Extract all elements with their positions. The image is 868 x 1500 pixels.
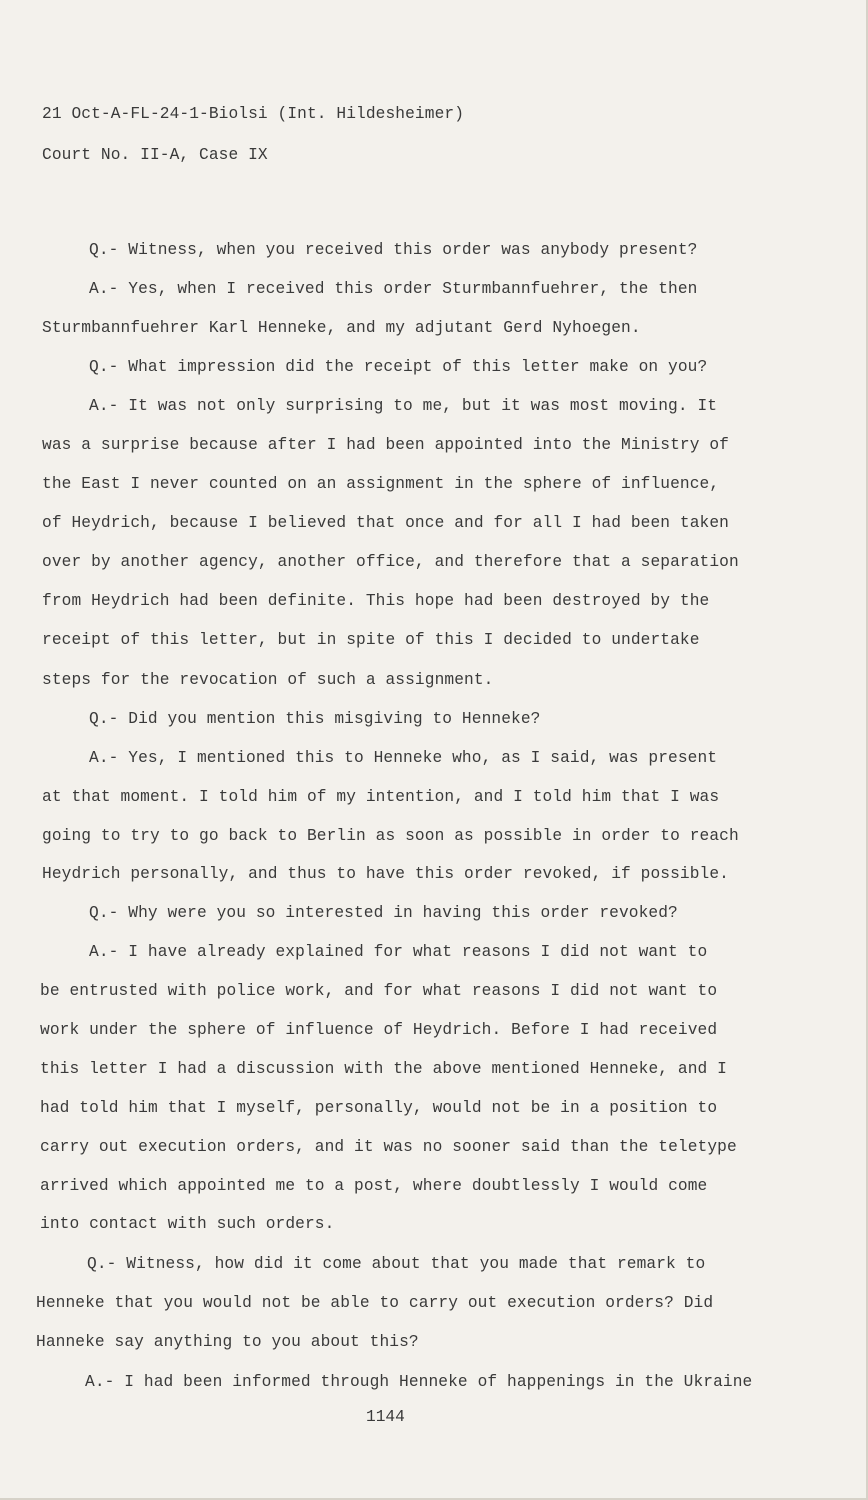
- text-line: Sturmbannfuehrer Karl Henneke, and my adjutant Gerd Nyhoegen.: [42, 319, 641, 337]
- text-line: Q.- Witness, how did it come about that you made that remark to: [87, 1255, 706, 1273]
- text-line: Q.- What impression did the receipt of this letter make on you?: [89, 358, 708, 376]
- text-line: into contact with such orders.: [40, 1215, 335, 1233]
- text-line: A.- Yes, I mentioned this to Henneke who, as I said, was present: [89, 749, 718, 767]
- text-line: receipt of this letter, but in spite of this I decided to undertake: [42, 631, 700, 649]
- text-line: A.- I had been informed through Henneke of happenings in the Ukraine: [85, 1373, 753, 1391]
- text-line: at that moment. I told him of my intention, and I told him that I was: [42, 788, 720, 806]
- header-line-2: Court No. II-A, Case IX: [42, 146, 268, 164]
- text-line: over by another agency, another office, and therefore that a separation: [42, 553, 739, 571]
- text-line: arrived which appointed me to a post, where doubtlessly I would come: [40, 1177, 708, 1195]
- text-line: was a surprise because after I had been appointed into the Ministry of: [42, 436, 729, 454]
- text-line: be entrusted with police work, and for what reasons I did not want to: [40, 982, 718, 1000]
- header-line-1: 21 Oct-A-FL-24-1-Biolsi (Int. Hildesheimer): [42, 105, 465, 123]
- text-line: steps for the revocation of such a assignment.: [42, 671, 494, 689]
- text-line: Q.- Witness, when you received this order was anybody present?: [89, 241, 698, 259]
- text-line: Q.- Did you mention this misgiving to Henneke?: [89, 710, 541, 728]
- text-line: had told him that I myself, personally, would not be in a position to: [40, 1099, 718, 1117]
- page-number: 1144: [366, 1408, 405, 1426]
- text-line: Hanneke say anything to you about this?: [36, 1333, 419, 1351]
- text-line: A.- It was not only surprising to me, but it was most moving. It: [89, 397, 718, 415]
- text-line: Q.- Why were you so interested in having this order revoked?: [89, 904, 678, 922]
- text-line: carry out execution orders, and it was no sooner said than the teletype: [40, 1138, 737, 1156]
- text-line: from Heydrich had been definite. This hope had been destroyed by the: [42, 592, 710, 610]
- text-line: Heydrich personally, and thus to have this order revoked, if possible.: [42, 865, 729, 883]
- text-line: Henneke that you would not be able to carry out execution orders? Did: [36, 1294, 714, 1312]
- text-line: A.- Yes, when I received this order Sturmbannfuehrer, the then: [89, 280, 698, 298]
- text-line: of Heydrich, because I believed that once and for all I had been taken: [42, 514, 729, 532]
- text-line: work under the sphere of influence of Heydrich. Before I had received: [40, 1021, 718, 1039]
- text-line: A.- I have already explained for what reasons I did not want to: [89, 943, 708, 961]
- text-line: the East I never counted on an assignment in the sphere of influence,: [42, 475, 720, 493]
- text-line: going to try to go back to Berlin as soon as possible in order to reach: [42, 827, 739, 845]
- text-line: this letter I had a discussion with the above mentioned Henneke, and I: [40, 1060, 727, 1078]
